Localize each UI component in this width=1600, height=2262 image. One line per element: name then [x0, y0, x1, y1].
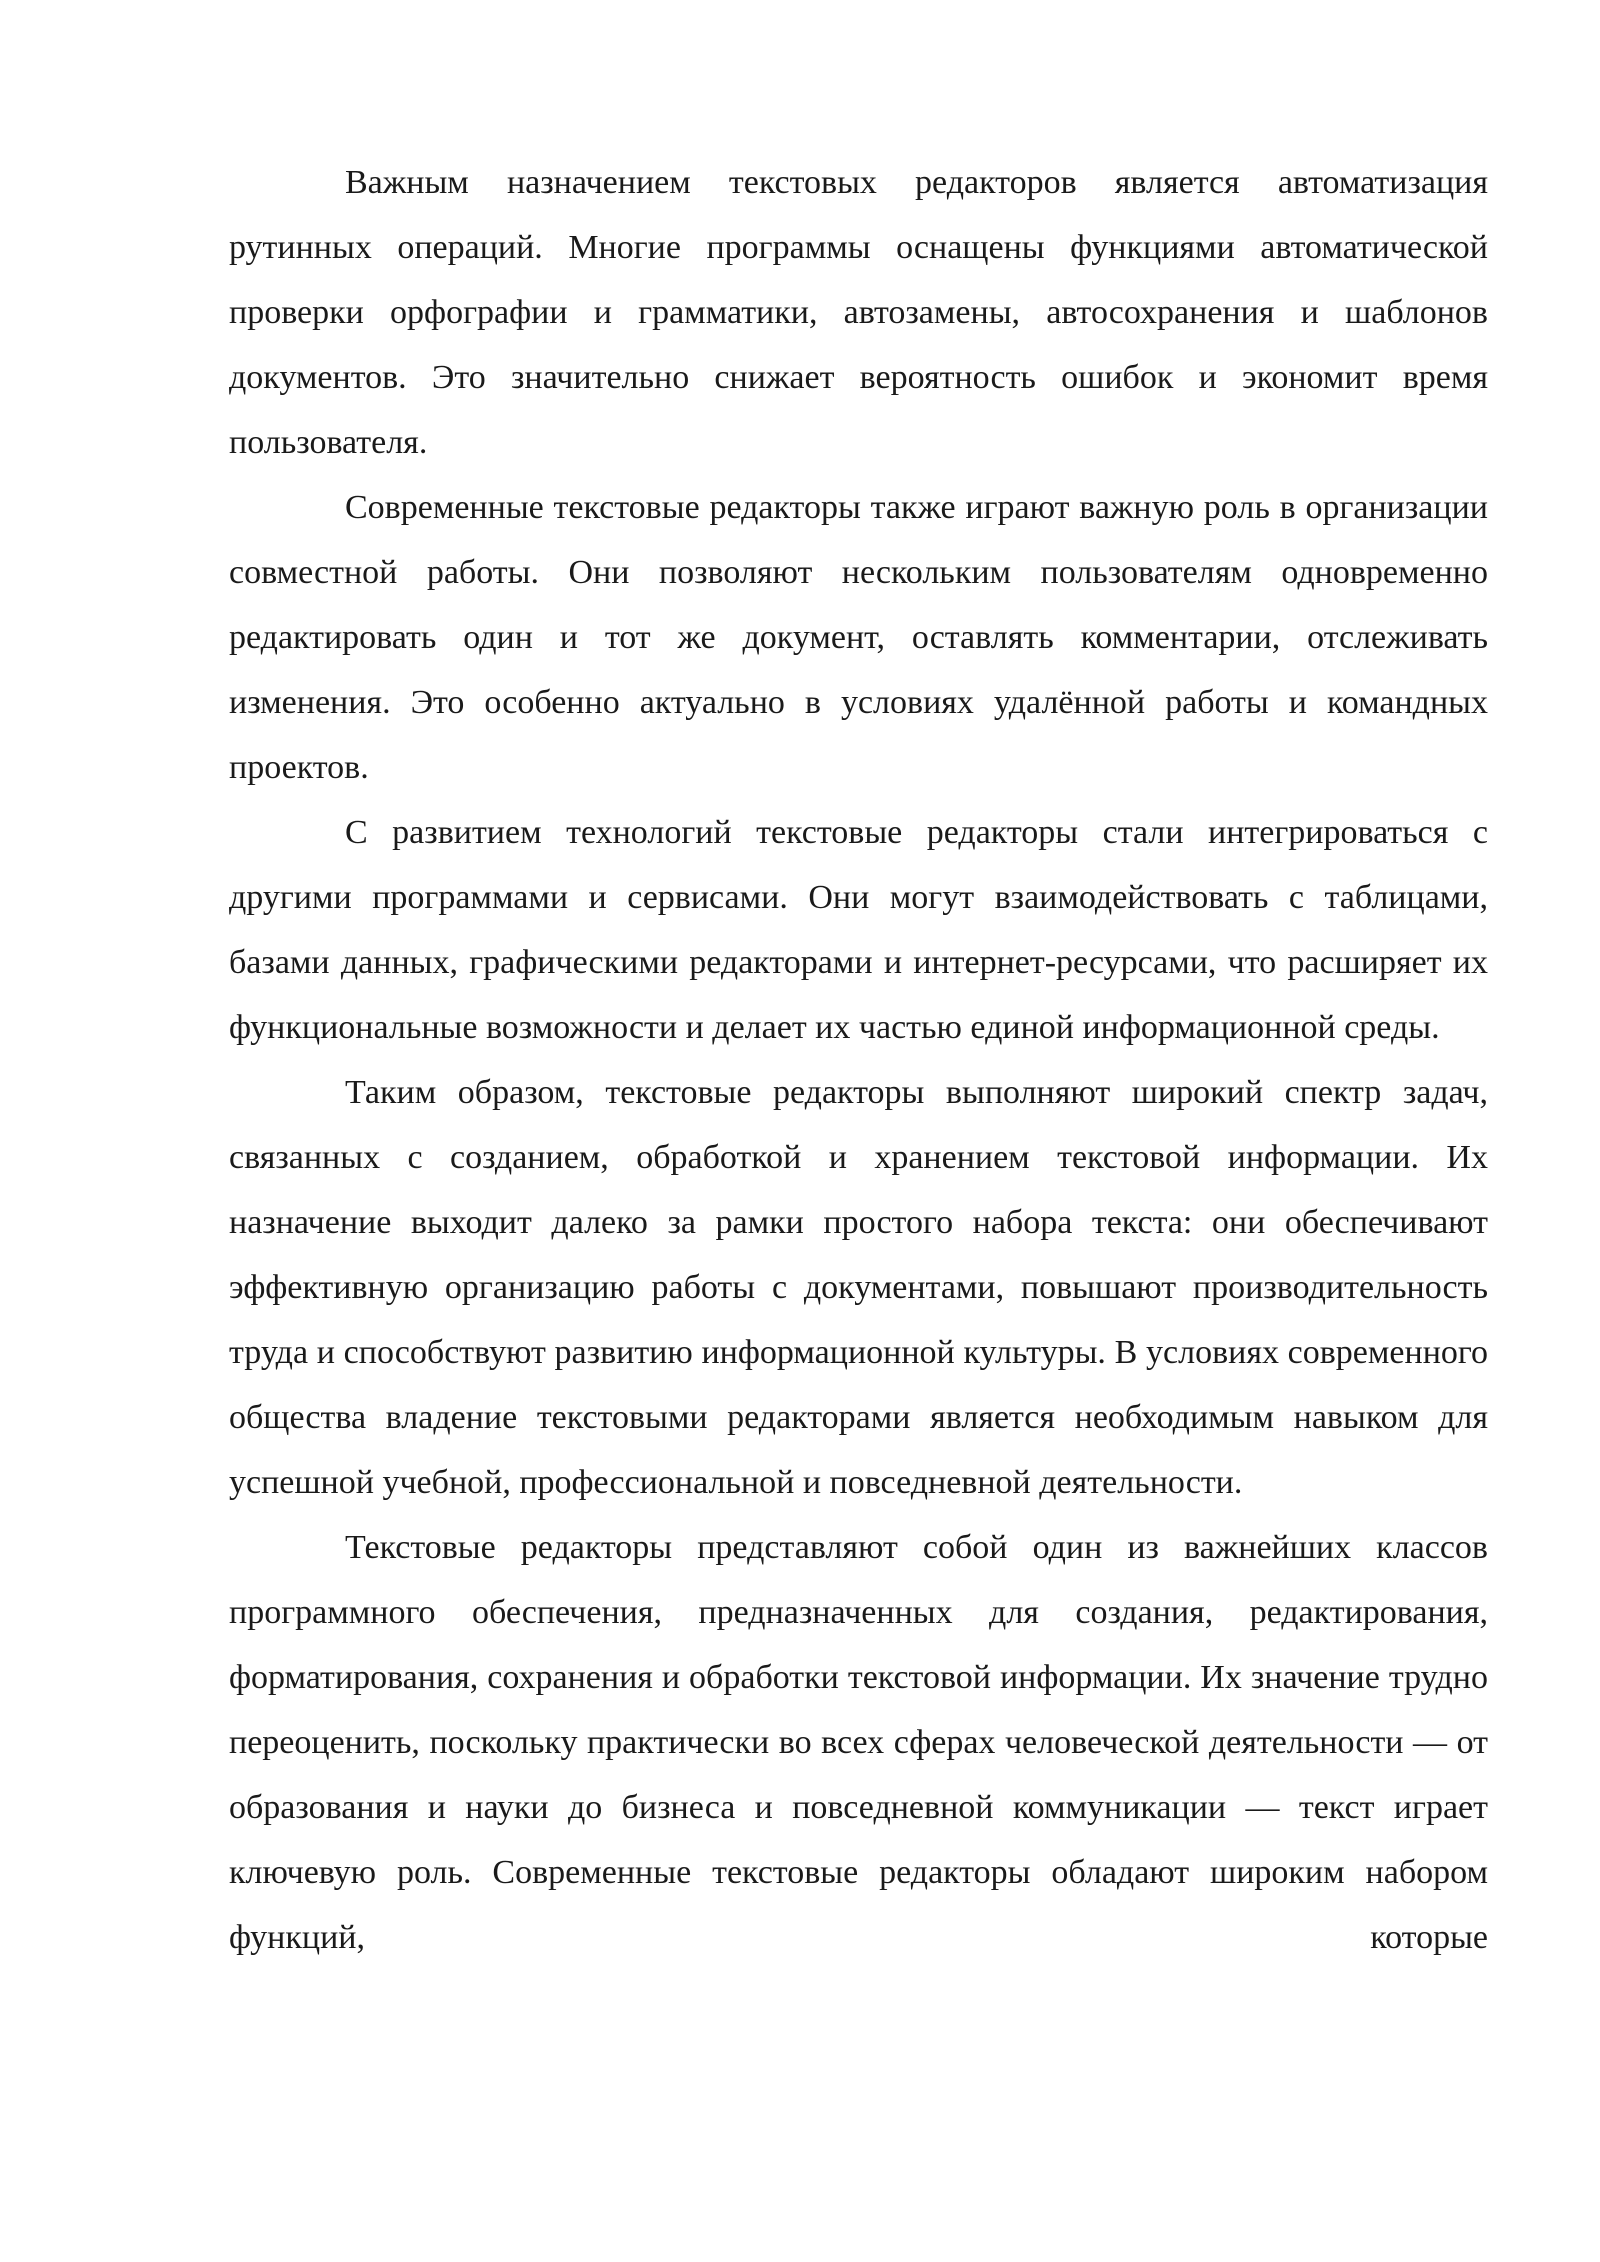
- paragraph-conclusion: Таким образом, текстовые редакторы выполняют широкий спектр задач, связанных с созданием, обработкой и хранением текстовой информации. Их назначение выходит далеко за рамки простого набора текста: они обеспечивают эффективную организацию работы с документами, повышают производительность труда и способствуют развитию информационной культуры. В условиях современного общества владение текстовыми редакторами является необходимым навыком для успешной учебной, профессиональной и повседневной деятельности.: [229, 1074, 1488, 1501]
- paragraph-definition: Текстовые редакторы представляют собой один из важнейших классов программного обеспечения, предназначенных для создания, редактирования, форматирования, сохранения и обработки текстовой информации. Их значение трудно переоценить, поскольку практически во всех сферах человеческой деятельности — от образования и науки до бизнеса и повседневной коммуникации — текст играет ключевую роль. Современные текстовые редакторы обладают широким набором функций, которые: [229, 1529, 1488, 1956]
- document-body: [229, 150, 1488, 1970]
- paragraph-integration: С развитием технологий текстовые редакторы стали интегрироваться с другими программами и сервисами. Они могут взаимодействовать с таблицами, базами данных, графическими редакторами и интернет-ресурсами, что расширяет их функциональные возможности и делает их частью единой информационной среды.: [229, 814, 1488, 1046]
- paragraph-automation: Важным назначением текстовых редакторов является автоматизация рутинных операций. Многие программы оснащены функциями автоматической проверки орфографии и грамматики, автозамены, автосохранения и шаблонов документов. Это значительно снижает вероятность ошибок и экономит время пользователя.: [229, 164, 1488, 461]
- paragraph-collaboration: Современные текстовые редакторы также играют важную роль в организации совместной работы. Они позволяют нескольким пользователям одновременно редактировать один и тот же документ, оставлять комментарии, отслеживать изменения. Это особенно актуально в условиях удалённой работы и командных проектов.: [229, 489, 1488, 786]
